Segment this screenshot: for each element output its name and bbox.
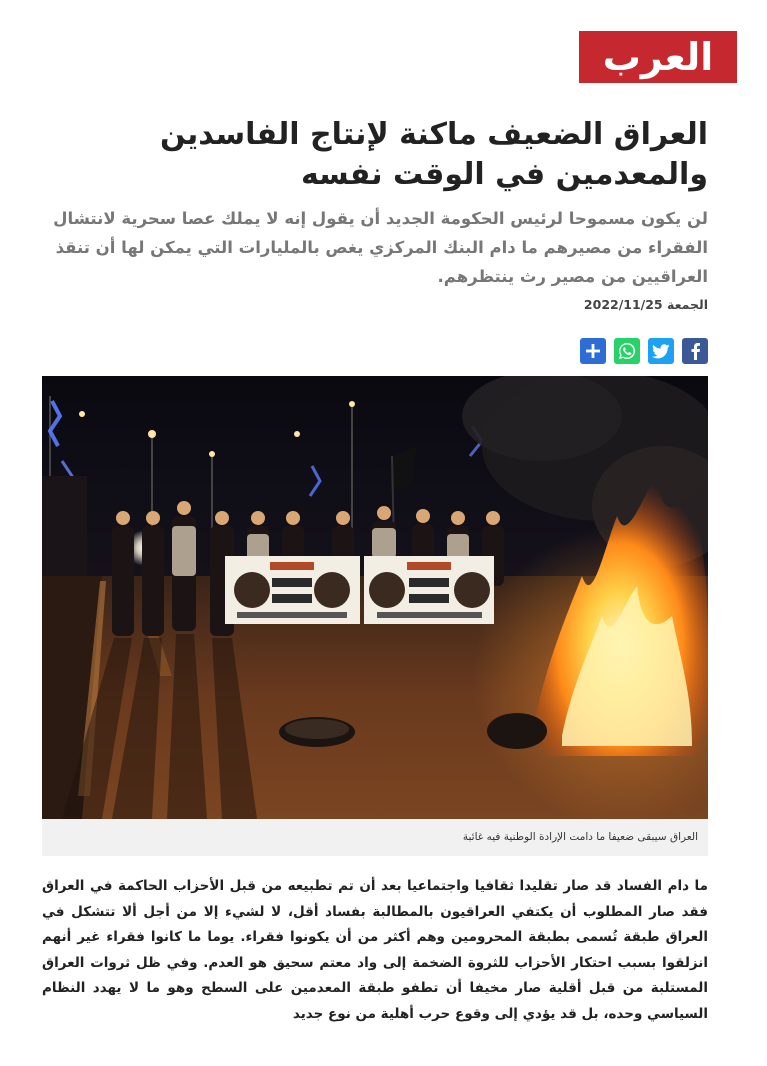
article-date: الجمعة 2022/11/25 xyxy=(583,297,708,312)
article-lede: لن يكون مسموحا لرئيس الحكومة الجديد أن يقول إنه لا يملك عصا سحرية لانتشال الفقراء من مصيرهم ما دام البنك المركزي يغص بالمليارات التي يمكن لها أن تنقذ العراقيين من مصير رث ينتظرهم. xyxy=(53,209,708,286)
article-photo xyxy=(42,376,708,819)
share-plus-icon xyxy=(585,343,601,359)
whatsapp-share-button[interactable] xyxy=(614,338,640,364)
share-more-button[interactable] xyxy=(580,338,606,364)
photo-caption: العراق سيبقى ضعيفا ما دامت الإرادة الوطنية فيه غائبة xyxy=(42,819,708,856)
protest-banner-left xyxy=(225,556,360,624)
whatsapp-icon xyxy=(618,342,636,360)
facebook-share-button[interactable] xyxy=(682,338,708,364)
article-title: العراق الضعيف ماكنة لإنتاج الفاسدين والمعدمين في الوقت نفسه xyxy=(160,117,708,192)
facebook-icon xyxy=(688,342,702,360)
logo-text: العرب xyxy=(602,35,714,79)
site-logo[interactable] xyxy=(579,31,737,83)
twitter-icon xyxy=(652,344,670,359)
protest-photo-illustration xyxy=(42,376,708,819)
twitter-share-button[interactable] xyxy=(648,338,674,364)
protest-banner-right xyxy=(364,556,494,624)
article-body: ما دام الفساد قد صار تقليدا ثقافيا واجتماعيا بعد أن تم تطبيعه من قبل الأحزاب الحاكمة في العراق فقد صار المطلوب أن يكتفي العراقيون بالمطالبة بفساد أقل، لا لشيء إلا من أجل ألا تتشكل في العراق طبقة تُسمى بطبقة المحرومين وهم أكثر من أن يكونوا فقراء. يوما ما كانوا فقراء غير أنهم انزلقوا بسبب احتكار الأحزاب للثروة الضخمة إلى واد معتم سحيق هو العدم. وفي ظل ثروات العراق المستلبة من قبل أقلية صار مخيفا أن تطفو طبقة المعدمين على السطح وهو ما لا يهدد النظام السياسي وحده، بل قد يؤدي إلى وقوع حرب أهلية من نوع جديد xyxy=(42,878,708,1022)
share-bar xyxy=(576,338,708,364)
